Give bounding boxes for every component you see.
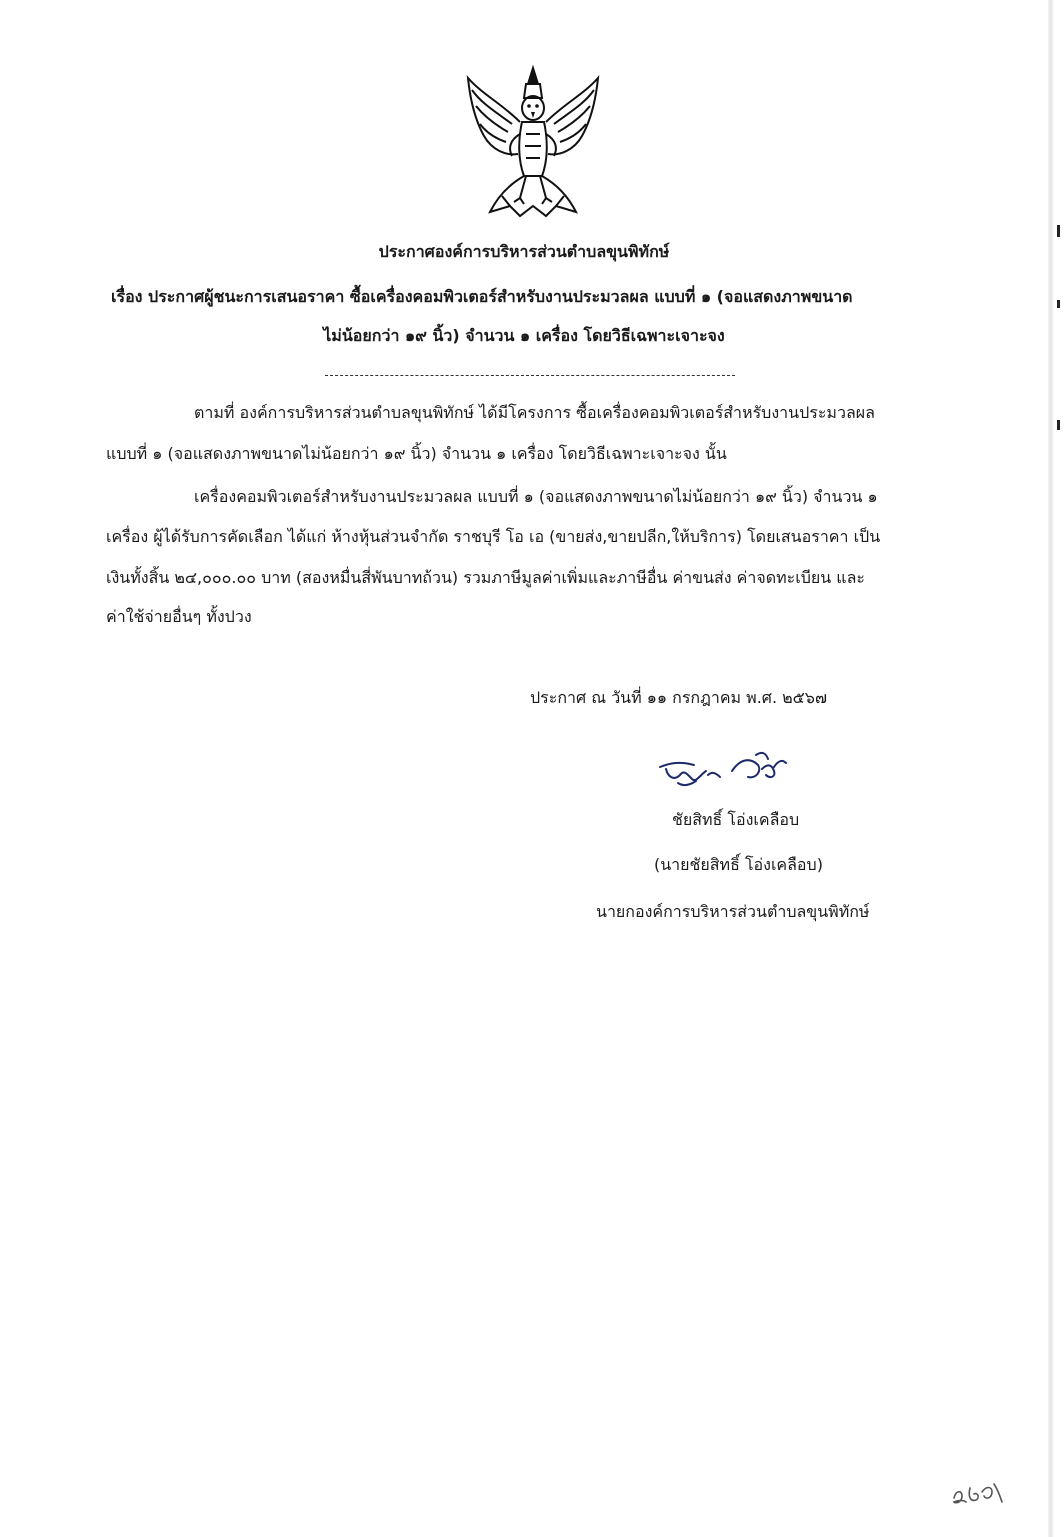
signer-full-name: (นายชัยสิทธิ์ โอ่งเคลือบ)	[654, 855, 823, 874]
announcement-date: ประกาศ ณ วันที่ ๑๑ กรกฎาคม พ.ศ. ๒๕๖๗	[530, 688, 827, 707]
separator-line	[325, 375, 735, 376]
handwritten-signature-icon	[650, 745, 820, 795]
body-paragraph-2-line-3: เงินทั้งสิ้น ๒๔,๐๐๐.๐๐ บาท (สองหมื่นสี่พันบาทถ้วน) รวมภาษีมูลค่าเพิ่มและภาษีอื่น ค่าขนส่ง ค่าจดทะเบียน และ	[106, 568, 865, 587]
body-paragraph-2-line-2: เครื่อง ผู้ได้รับการคัดเลือก ได้แก่ ห้างหุ้นส่วนจำกัด ราชบุรี โอ เอ (ขายส่ง,ขายปลีก,ให้บริการ) โดยเสนอราคา เป็น	[106, 527, 881, 546]
handwritten-page-number-icon	[948, 1470, 1008, 1510]
document-subject-line-1: เรื่อง ประกาศผู้ชนะการเสนอราคา ซื้อเครื่องคอมพิวเตอร์สำหรับงานประมวลผล แบบที่ ๑ (จอแสดงภาพขนาด	[111, 287, 853, 306]
body-paragraph-1-line-2: แบบที่ ๑ (จอแสดงภาพขนาดไม่น้อยกว่า ๑๙ นิ้ว) จำนวน ๑ เครื่อง โดยวิธีเฉพาะเจาะจง นั้น	[106, 444, 727, 463]
garuda-emblem-icon	[462, 64, 604, 224]
scan-edge-mark	[1057, 420, 1060, 430]
signer-name: ชัยสิทธิ์ โอ่งเคลือบ	[672, 810, 800, 829]
document-subject-line-2: ไม่น้อยกว่า ๑๙ นิ้ว) จำนวน ๑ เครื่อง โดยวิธีเฉพาะเจาะจง	[323, 326, 725, 345]
page-right-edge	[1048, 0, 1064, 1537]
scan-edge-mark	[1057, 300, 1060, 308]
body-paragraph-1-line-1: ตามที่ องค์การบริหารส่วนตำบลขุนพิทักษ์ ได้มีโครงการ ซื้อเครื่องคอมพิวเตอร์สำหรับงานประมวลผล	[194, 403, 875, 422]
body-paragraph-2-line-1: เครื่องคอมพิวเตอร์สำหรับงานประมวลผล แบบที่ ๑ (จอแสดงภาพขนาดไม่น้อยกว่า ๑๙ นิ้ว) จำนวน ๑	[194, 487, 878, 506]
signer-position: นายกองค์การบริหารส่วนตำบลขุนพิทักษ์	[596, 902, 870, 921]
document-heading: ประกาศองค์การบริหารส่วนตำบลขุนพิทักษ์	[378, 242, 670, 261]
body-paragraph-2-line-4: ค่าใช้จ่ายอื่นๆ ทั้งปวง	[106, 607, 252, 626]
scan-edge-mark	[1057, 225, 1060, 237]
